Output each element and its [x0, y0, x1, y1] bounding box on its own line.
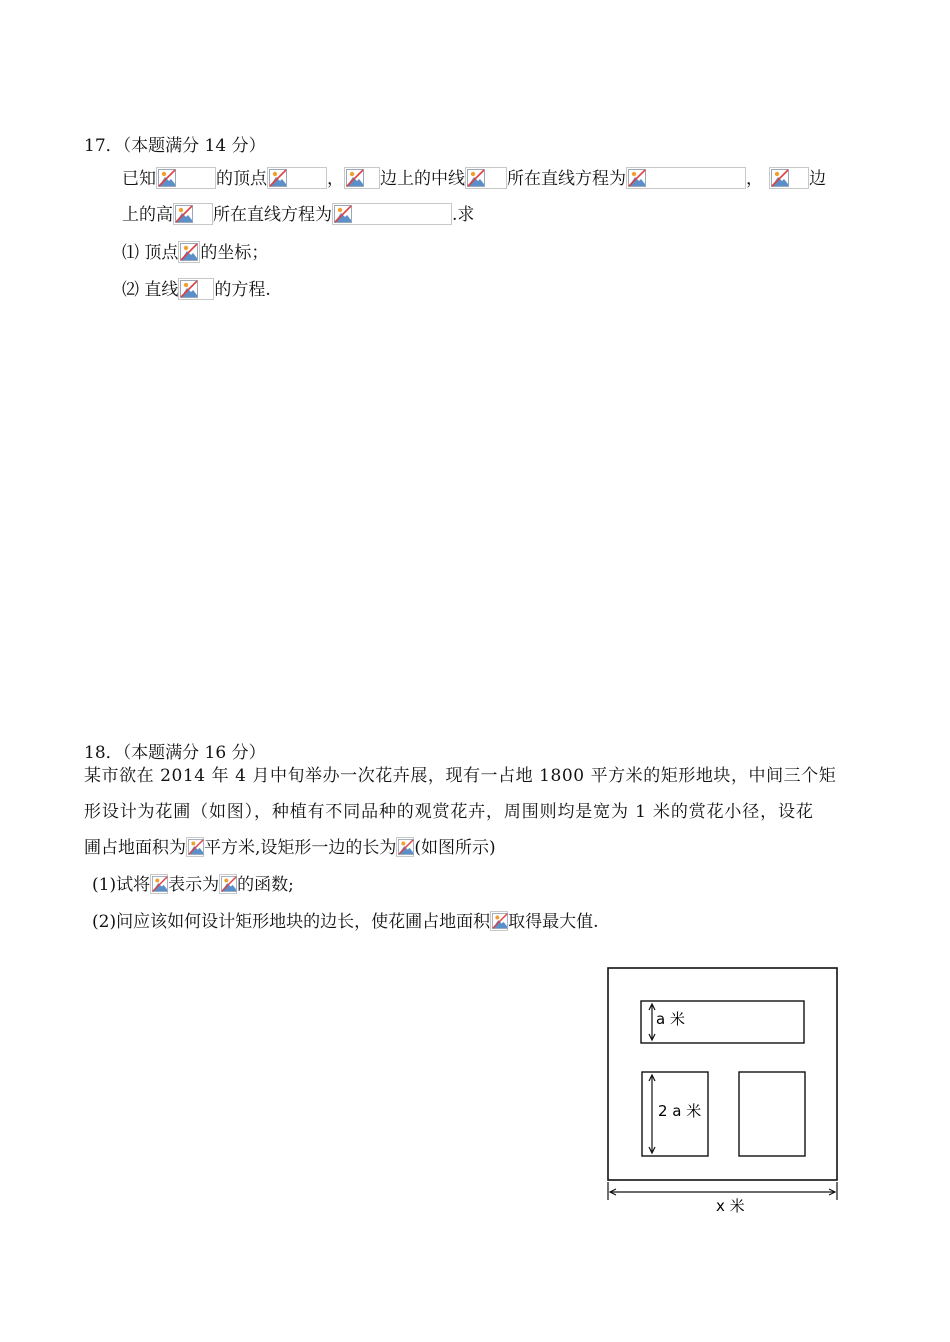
formula-image: [267, 167, 327, 189]
text: 边: [809, 169, 826, 189]
text: 的坐标；: [200, 243, 269, 263]
text: 已知: [122, 169, 156, 189]
text: 的顶点: [216, 169, 267, 189]
broken-image-icon: [221, 876, 237, 892]
text: ，: [746, 169, 763, 189]
text: 的方程.: [214, 280, 271, 300]
text: 表示为: [168, 875, 220, 895]
text: 直线: [144, 280, 179, 300]
text: 所在直线方程为: [213, 205, 332, 225]
text: (2)问应该如何设计矩形地块的边长，使花圃占地面积: [92, 912, 491, 932]
q17-line-1: [122, 167, 826, 191]
formula-image: [769, 167, 809, 189]
formula-image: [626, 167, 746, 189]
text: (1)试将: [92, 875, 151, 895]
sub-number: ⑵: [122, 280, 139, 300]
text: 边上的中线: [380, 169, 465, 189]
text: 所在直线方程为: [507, 169, 626, 189]
q17-sub-2: [122, 278, 271, 302]
formula-image: [465, 167, 507, 189]
q18-header: 18．（本题满分 16 分）: [84, 743, 266, 763]
sub-number: ⑴: [122, 243, 139, 263]
text: 取得最大值.: [508, 912, 599, 932]
formula-image: [490, 911, 508, 931]
q18-sub-2: [92, 910, 599, 934]
label-a: a 米: [656, 1010, 685, 1028]
text: 平方米,设矩形一边的长为: [204, 838, 397, 858]
broken-image-icon: [158, 169, 176, 187]
broken-image-icon: [771, 169, 789, 187]
text: 上的高: [122, 205, 173, 225]
formula-image: [173, 203, 213, 225]
formula-image: [178, 278, 214, 300]
broken-image-icon: [152, 876, 168, 892]
broken-image-icon: [334, 205, 352, 223]
text: 圃占地面积为: [84, 838, 186, 858]
formula-image: [178, 241, 200, 263]
field-layout-diagram: [598, 962, 848, 1222]
broken-image-icon: [628, 169, 646, 187]
broken-image-icon: [180, 280, 198, 298]
broken-image-icon: [188, 839, 204, 855]
formula-image: [156, 167, 216, 189]
label-2a: 2 a 米: [658, 1102, 702, 1120]
q17-line-2: [122, 203, 474, 227]
text: .求: [452, 205, 475, 225]
broken-image-icon: [175, 205, 193, 223]
broken-image-icon: [492, 913, 508, 929]
q17-header: 17．（本题满分 14 分）: [84, 136, 266, 156]
text: 顶点: [144, 243, 179, 263]
flower-bed-bottom-right: [739, 1072, 805, 1156]
broken-image-icon: [180, 243, 198, 261]
broken-image-icon: [398, 839, 414, 855]
formula-image: [396, 837, 414, 857]
formula-image: [186, 837, 204, 857]
text: ，: [327, 169, 344, 189]
q18-sub-1: [92, 873, 294, 897]
q18-line-3: [84, 836, 496, 860]
q18-line-1: 某市欲在 2014 年 4 月中旬举办一次花卉展，现有一占地 1800 平方米的矩形地块，中间三个矩: [84, 766, 837, 786]
formula-image: [219, 874, 237, 894]
text: 的函数;: [237, 875, 294, 895]
formula-image: [332, 203, 452, 225]
formula-image: [344, 167, 380, 189]
formula-image: [150, 874, 168, 894]
q18-line-2: 形设计为花圃（如图），种植有不同品种的观赏花卉，周围则均是宽为 1 米的赏花小径，设花: [84, 802, 814, 822]
broken-image-icon: [467, 169, 485, 187]
label-x: x 米: [716, 1197, 745, 1215]
text: (如图所示): [414, 838, 496, 858]
broken-image-icon: [269, 169, 287, 187]
broken-image-icon: [346, 169, 364, 187]
q17-sub-1: [122, 241, 268, 265]
